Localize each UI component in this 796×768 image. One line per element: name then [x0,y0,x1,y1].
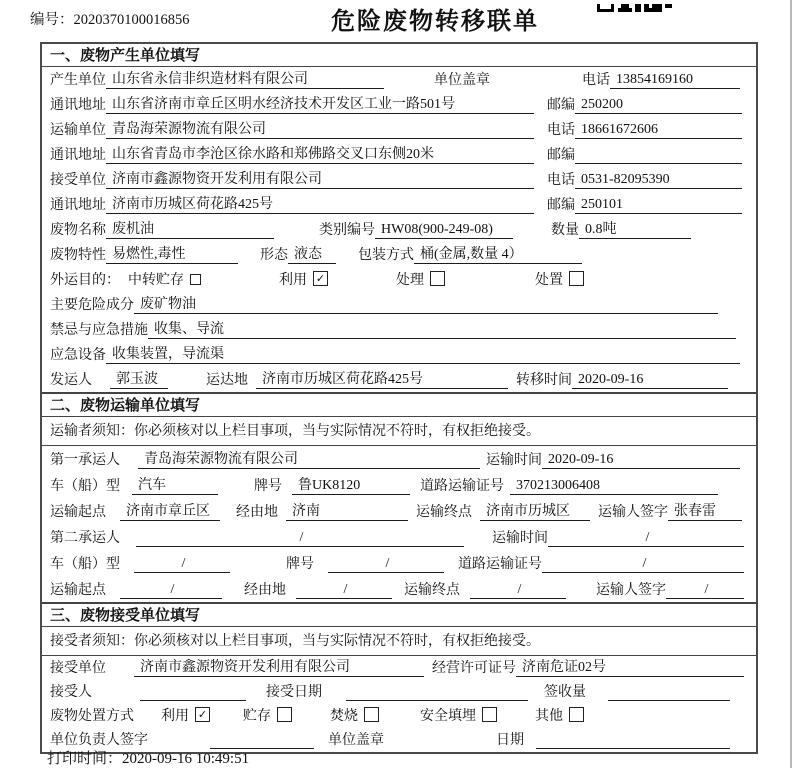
transporter-value: 青岛海荣源物流有限公司 [106,118,534,139]
disposal-option-store [243,705,292,725]
producer-phone-value: 13854169160 [610,72,740,89]
row-vehicle2 [42,550,756,576]
time1-value: 2020-09-16 [542,452,740,469]
vehicle1-label: 车（船）型 [50,479,120,494]
purpose-option-label: 处理 [396,273,424,288]
row-taboo [42,317,756,342]
section2-notice: 运输者须知：你必须核对以上栏目事项，当与实际情况不符时，有权拒绝接受。 [42,417,756,446]
hazard-label: 主要危险成分 [50,298,134,313]
accept-unit-label: 接受单位 [50,661,106,676]
form-table [40,42,758,754]
row-transporter [42,117,756,142]
producer-zip-label: 邮编 [547,98,575,113]
receiver-label: 接受单位 [50,173,106,188]
waste-name-value: 废机油 [106,218,274,239]
section2-heading: 二、废物运输单位填写 [42,392,756,417]
row-hazard [42,292,756,317]
sign1-label: 运输人签字 [598,505,668,520]
producer-addr-label: 通讯地址 [50,98,106,113]
serial-number-line [30,8,190,29]
transporter-addr-value: 山东省青岛市李沧区徐水路和郑佛路交叉口东侧20米 [106,143,534,164]
pack-label: 包装方式 [358,248,414,263]
accept-date-label: 接受日期 [266,685,322,700]
origin2-value: / [120,582,222,599]
disposal-option-label: 贮存 [243,709,271,724]
receiver-zip-label: 邮编 [547,198,575,213]
transporter-label: 运输单位 [50,123,106,138]
transporter-phone-value: 18661672606 [575,122,742,139]
receiver-addr-label: 通讯地址 [50,198,106,213]
sign2-value: / [666,582,744,599]
origin1-label: 运输起点 [50,505,106,520]
shipper-value: 郭玉波 [110,368,168,389]
plate2-label: 牌号 [286,557,314,572]
dest-value: 济南市历城区荷花路425号 [256,368,508,389]
disposal-option-label: 利用 [161,709,189,724]
page-edge-line [790,0,792,768]
row-shipper [42,367,756,392]
origin1-value: 济南市章丘区 [120,500,220,521]
row-waste-props [42,242,756,267]
row-carrier2 [42,524,756,550]
sign1-value: 张春雷 [668,500,742,521]
disposal-option-label: 安全填埋 [420,709,476,724]
disposal-option-burn [330,705,379,725]
manager-sign-label: 单位负责人签字 [50,733,148,748]
print-time-label: 打印时间： [47,751,123,767]
date2-value [536,732,730,749]
row-accept-person [42,680,756,704]
purpose-option-use [279,269,328,289]
receiver-addr-value: 济南市历城区荷花路425号 [106,193,534,214]
row-route1 [42,498,756,524]
receiver-phone-value: 0531-82095390 [575,172,742,189]
carrier2-label: 第二承运人 [50,531,120,546]
category-value: HW08(900-249-08) [375,222,513,239]
license-value: 济南危证02号 [516,656,744,677]
purpose-option-dispose [535,269,584,289]
receiver-phone-label: 电话 [547,173,575,188]
props-value: 易燃性,毒性 [106,243,238,264]
equip-value: 收集装置，导流渠 [106,343,740,364]
purpose-option-treat [396,269,445,289]
purpose-option-label: 处置 [535,273,563,288]
form-label: 形态 [260,248,288,263]
checkbox-icon [430,271,445,286]
carrier2-value: / [136,530,464,547]
row-receiver [42,167,756,192]
taboo-label: 禁忌与应急措施 [50,323,148,338]
purpose-option-label: 利用 [279,273,307,288]
pack-value: 桶(金属,数量 4） [414,243,582,264]
permit1-label: 道路运输证号 [420,479,504,494]
amount-label: 签收量 [544,685,586,700]
end2-value: / [470,582,566,599]
disposal-option-use [161,705,210,725]
transporter-addr-label: 通讯地址 [50,148,106,163]
qty-value: 0.8吨 [579,218,691,239]
disposal-option-landfill [420,705,497,725]
via1-value: 济南 [286,500,408,521]
row-vehicle1 [42,472,756,498]
via2-value: / [296,582,392,599]
transporter-zip-value [575,147,742,164]
receiver-zip-value: 250101 [575,197,742,214]
transfer-time-label: 转移时间 [516,373,572,388]
section3-heading: 三、废物接受单位填写 [42,602,756,627]
receiver-value: 济南市鑫源物资开发利用有限公司 [106,168,534,189]
row-equip [42,342,756,367]
permit2-value: / [542,556,744,573]
via2-label: 经由地 [244,583,286,598]
category-label: 类别编号 [319,223,375,238]
date2-label: 日期 [496,733,524,748]
unit-seal-label: 单位盖章 [434,73,490,88]
disposal-option-other [535,705,584,725]
producer-label: 产生单位 [50,73,106,88]
section3-notice: 接受者须知：你必须核对以上栏目事项，当与实际情况不符时，有权拒绝接受。 [42,627,756,656]
end1-label: 运输终点 [416,505,472,520]
end2-label: 运输终点 [404,583,460,598]
permit1-value: 370213006408 [510,478,718,495]
checkbox-checked-icon: ✓ [313,271,328,286]
transporter-zip-label: 邮编 [547,148,575,163]
hazard-value: 废矿物油 [134,293,718,314]
purpose-option-label: 中转贮存 [128,273,184,288]
amount-value [608,684,730,701]
accept-date-value [346,684,528,701]
row-producer [42,67,756,92]
form-value: 液态 [288,243,336,264]
checkbox-icon [569,707,584,722]
producer-value: 山东省永信非织造材料有限公司 [106,68,384,89]
purpose-label: 外运目的： [50,273,120,288]
end1-value: 济南市历城区 [480,500,590,521]
producer-zip-value: 250200 [575,97,742,114]
serial-value: 2020370100016856 [73,12,190,28]
page-title: 危险废物转移联单 [331,9,539,35]
license-label: 经营许可证号 [432,661,516,676]
accept-person-label: 接受人 [50,685,92,700]
row-accept-unit [42,656,756,680]
sign2-label: 运输人签字 [596,583,666,598]
row-route2 [42,576,756,602]
dest-label: 运达地 [206,373,248,388]
row-waste-name [42,217,756,242]
disposal-option-label: 焚烧 [330,709,358,724]
time2-value: / [548,530,744,547]
permit2-label: 道路运输证号 [458,557,542,572]
qty-label: 数量 [551,223,579,238]
checkbox-icon [482,707,497,722]
plate1-label: 牌号 [254,479,282,494]
vehicle2-label: 车（船）型 [50,557,120,572]
print-time-value: 2020-09-16 10:49:51 [122,751,250,767]
checkbox-icon [364,707,379,722]
origin2-label: 运输起点 [50,583,106,598]
checkbox-checked-icon: ✓ [195,707,210,722]
checkbox-icon [190,274,201,285]
serial-label: 编号： [30,12,74,28]
section1-heading: 一、废物产生单位填写 [42,44,756,67]
equip-label: 应急设备 [50,348,106,363]
disposal-label: 废物处置方式 [50,709,134,724]
transporter-phone-label: 电话 [547,123,575,138]
carrier1-label: 第一承运人 [50,453,120,468]
shipper-label: 发运人 [50,373,92,388]
time1-label: 运输时间 [486,453,542,468]
checkbox-icon [569,271,584,286]
plate1-value: 鲁UK8120 [292,474,410,495]
vehicle1-value: 汽车 [132,474,218,495]
taboo-value: 收集、导流 [148,318,736,339]
unit-seal2-label: 单位盖章 [328,733,384,748]
via1-label: 经由地 [236,505,278,520]
print-time-line [47,747,249,768]
accept-person-value [140,684,246,701]
waste-name-label: 废物名称 [50,223,106,238]
vehicle2-value: / [134,556,230,573]
purpose-option-storage [128,269,201,289]
row-purpose [42,267,756,292]
row-disposal [42,704,756,728]
accept-unit-value: 济南市鑫源物资开发利用有限公司 [134,656,424,677]
producer-phone-label: 电话 [582,73,610,88]
checkbox-icon [277,707,292,722]
row-producer-address [42,92,756,117]
row-receiver-address [42,192,756,217]
row-carrier1 [42,446,756,472]
carrier1-value: 青岛海荣源物流有限公司 [138,448,480,469]
time2-label: 运输时间 [492,531,548,546]
props-label: 废物特性 [50,248,106,263]
qr-code-fragment [597,0,675,9]
producer-addr-value: 山东省济南市章丘区明水经济技术开发区工业一路501号 [106,93,534,114]
transfer-time-value: 2020-09-16 [572,372,728,389]
row-transporter-address [42,142,756,167]
disposal-option-label: 其他 [535,709,563,724]
plate2-value: / [328,556,444,573]
